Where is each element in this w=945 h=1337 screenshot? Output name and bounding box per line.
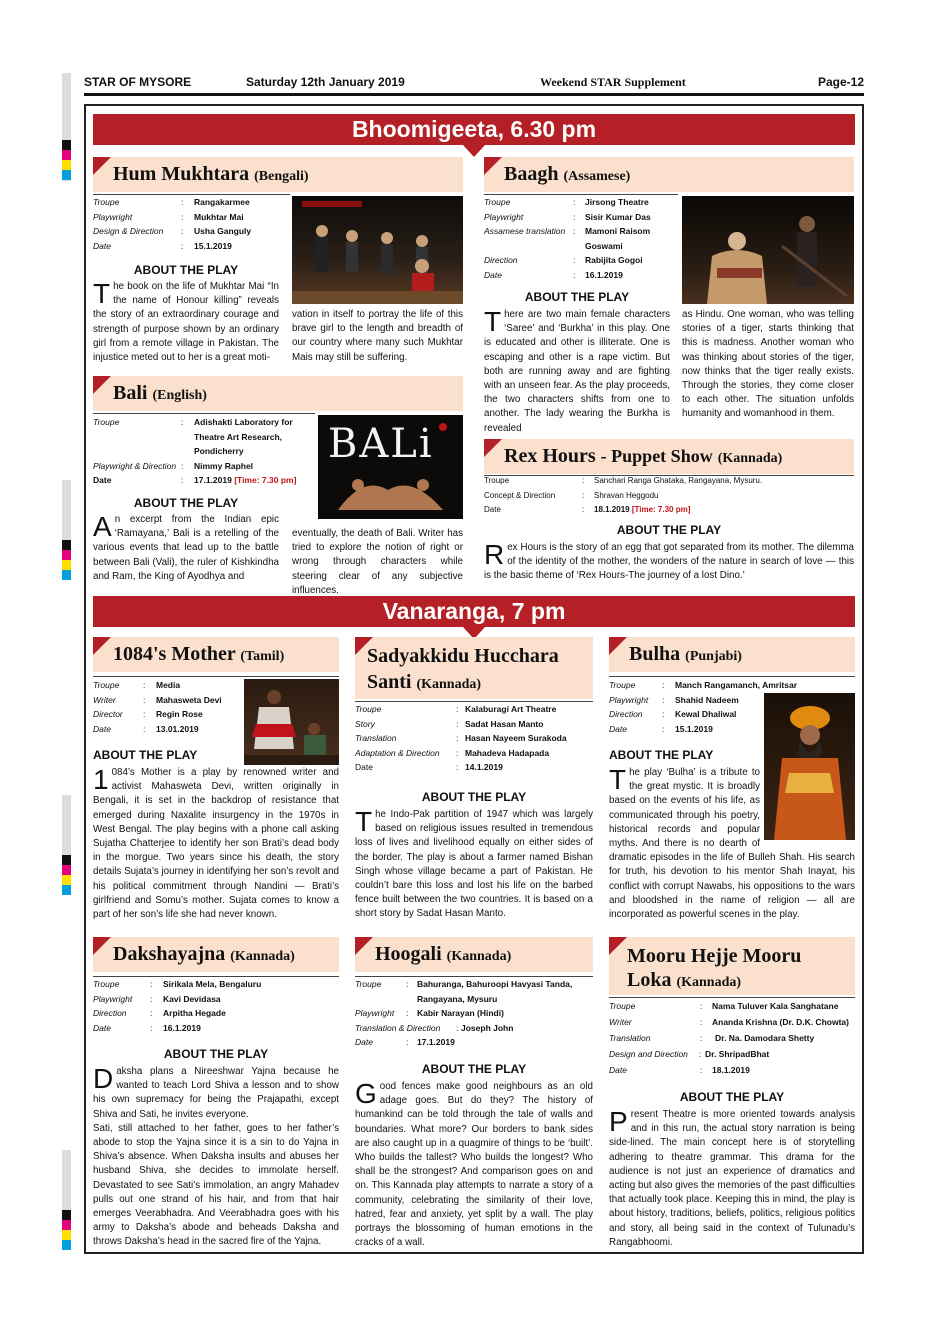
credit-value: 15.1.2019 (194, 240, 232, 251)
credit-key: Troupe (609, 680, 636, 690)
play-language: (English) (152, 388, 207, 403)
body-text: he play ‘Bulha’ is a tribute to the great mystic. It is broadly based on the events of his life, as communicated through his poetry, historical records and popular myths. And there is no dearth of dramatic episodes in the life of Bulleh Shah. His search for truth, his devotion to his mentor Shah Inayat, his conflict with corrupt Nawabs, his oppositions to the wars and bloodshed in the name of religion — all are incorporated as powerful scenes in the play. (609, 767, 855, 921)
photo-1084s-mother (244, 679, 339, 765)
corner-mark (355, 937, 373, 955)
credit-key: Troupe (355, 979, 382, 989)
divider (93, 676, 339, 677)
credits-hoogali: Troupe : Bahuranga, Bahuroopi Havyasi Tanda, Rangayana, Mysuru Playwright : Kabir Narayan (Hindi) Translation & Direction : Joseph John Date : 17.1.2019 (355, 977, 593, 1050)
reg-cyan (62, 570, 71, 580)
credit-key: Concept & Direction (484, 490, 556, 500)
credit-key: Writer (609, 1017, 632, 1027)
credit-value: Sadat Hasan Manto (465, 718, 544, 729)
credit-value: 17.1.2019 (417, 1037, 455, 1047)
credit-value: Goswami (585, 240, 623, 251)
body-text: he book on the life of Mukhtar Mai “In the name of Honour killing” reveals the story of an extraordinary courage and strength of purpose shown by an ordinary girl from a remote village in Pakistan. The injustice meted out to her is a great moti- (93, 281, 279, 364)
credit-key: Writer (93, 694, 116, 705)
body-text: ood fences make good neighbours as an old adage goes. But do they? The history of humankind can be told through the tale of walls and boundaries. What more? Our borders to bank sides are also caught up in a quagmire of things to be ‘built’. Who builds the tallest? Who builds the longest? Who shall be the strongest? And comparison goes on and on. This Kannada play attempts to narrate a story of a community, celebrating the similarity of their love, hatred, fear and anxiety, yet split by a wall. The play portrays the blossoming of human emotions in the cracks of a wall. (355, 1081, 593, 1249)
reg-yellow (62, 875, 71, 885)
body-text: he Indo-Pak partition of 1947 which was largely based on religious issues resulted in tremendous loss of lives and livelihood equally on either sides of the border. The play is about a farmer named Bishan Singh whose village became a part of Pakistan. He couldn’t bare this loss and lost his life on the barbed fence built between the two countries. It is based on a short story by Sadat Hasan Manto. (355, 809, 593, 920)
play-title: Bulha (629, 643, 681, 665)
header-rule (84, 93, 864, 96)
drop-cap: R (484, 539, 505, 570)
title-mooru-hejje-mooru-loka (609, 937, 855, 995)
credit-key: Troupe (484, 197, 511, 207)
drop-cap: T (355, 806, 373, 837)
show-time: [Time: 7.30 pm] (631, 505, 691, 514)
credits-rex-hours: Troupe : Sanchari Ranga Ghataka, Rangayana, Mysuru. Concept & Direction : Shravan Heggodu Date : 18.1.2019 [Time: 7.30 pm] (484, 474, 854, 518)
corner-mark (93, 157, 111, 175)
credit-value: 15.1.2019 (675, 723, 713, 734)
credits-hum-mukhtara: Troupe : Rangakarmee Playwright : Mukhtar Mai Design & Direction : Usha Ganguly Date : 15.1.2019 (93, 195, 288, 253)
reg-cyan (62, 170, 71, 180)
credit-value: Kabir Narayan (Hindi) (417, 1008, 504, 1018)
reg-yellow (62, 1230, 71, 1240)
body-text: here are two main female characters ‘Saree’ and ‘Burkha’ in this play. One is educated and other is illiterate. One is escaping and other is a rape victim. But both are running away and are fighting with an unseen fear. As the play proceeds, the two characters shifts from one to another. The lady wearing the Burkha is revealed (484, 309, 670, 434)
show-time: [Time: 7.30 pm] (234, 475, 297, 485)
credit-value: Media (156, 680, 181, 690)
credit-key: Direction (609, 709, 643, 719)
body-baagh-1 (484, 308, 670, 436)
credit-key: Date (93, 475, 112, 485)
body-rex-hours (484, 541, 854, 584)
play-language: (Tamil) (240, 649, 285, 664)
body-text: 084’s Mother is a play by renowned writer and activist Mahasweta Devi, written originally in Bengali, it is set in the backdrop of resistance that emerged during Naxalite insurgency in the 1970s in West Bengal. The play begins with a phone call asking Sujatha Chatterjee to identify her son Brati’s dead body in the morgue. Two years since his death, the story details Sujata’s journey in identifying her son’s revolt and his political commitment through Nandini — Brati’s girlfriend and Somu’s mother. Sujata comes to know a part of her son’s life she had never known. (93, 767, 339, 921)
credit-value: Rangakarmee (194, 197, 250, 207)
credit-value: 18.1.2019 (712, 1065, 750, 1075)
venue-banner-bhoomigeeta (93, 114, 855, 145)
credit-value: Mamoni Raisom (585, 226, 651, 236)
play-language: (Kannada) (676, 975, 742, 990)
credits-baagh: Troupe : Jirsong Theatre Playwright : Sisir Kumar Das Assamese translation : Mamoni Raisom Goswami Direction : Rabijita Gogoi Date : 16.1.2019 (484, 195, 678, 282)
credit-value: 16.1.2019 (163, 1022, 201, 1033)
body-text: Sati, still attached to her father, goes to her father’s abode to stop the Yajna since it is a sin to do Yajna in Shiva’s absence. When Daksha insults and abuses her husband Shiva, she decides to immolate herself. Devastated to see Sati’s immolation, an angry Mahadev pulls out one strand of his hair, and from that hair emerges Veerabhadra. And Veerabhadra goes with his army to Daksha’s abode and beheads Daksha and throws Daksha’s head in the sacred fire of the Yajna. (93, 1122, 339, 1248)
credit-value: Bahuranga, Bahuroopi Havyasi Tanda, (417, 979, 573, 989)
play-title: Baagh (504, 163, 559, 185)
corner-mark (93, 376, 111, 394)
credit-key: Troupe (93, 979, 120, 989)
play-language: (Assamese) (563, 169, 631, 184)
credit-key: Date (484, 505, 501, 514)
reg-yellow (62, 560, 71, 570)
body-hoogali (355, 1080, 593, 1250)
credit-value: 16.1.2019 (585, 269, 623, 280)
drop-cap: A (93, 511, 112, 542)
credit-value: Rangayana, Mysuru (417, 993, 498, 1004)
about-heading: ABOUT THE PLAY (133, 263, 239, 277)
play-language: (Punjabi) (685, 649, 742, 664)
credit-key: Date (609, 723, 627, 734)
credit-key: Date (355, 762, 373, 772)
credit-value: 17.1.2019 (194, 475, 232, 485)
reg-black (62, 140, 71, 150)
title-sadyakkidu-hucchara-santi (355, 637, 593, 699)
reg-cyan (62, 885, 71, 895)
corner-mark (484, 439, 502, 457)
about-heading: ABOUT THE PLAY (421, 1062, 527, 1076)
credit-value: Theatre Art Research, (194, 431, 283, 442)
credit-value: Manch Rangamanch, Amritsar (675, 680, 798, 690)
credit-key: Date (93, 1022, 111, 1033)
play-title: Hoogali (375, 943, 442, 965)
reg-black (62, 540, 71, 550)
title-rex-hours (484, 439, 854, 474)
play-title: Dakshayajna (113, 943, 226, 965)
about-heading: ABOUT THE PLAY (133, 496, 239, 510)
credit-value: Dr. Na. Damodara Shetty (715, 1033, 815, 1043)
body-text: n excerpt from the Indian epic ‘Ramayana,’ Bali is a retelling of the various events that lead up to the battle between Bali (Vali), the ruler of Kishkindha and Ram, the King of Ayodhya and (93, 514, 279, 582)
banner-text: Bhoomigeeta, 6.30 pm (351, 116, 597, 142)
about-heading: ABOUT THE PLAY (421, 790, 527, 804)
title-bulha (609, 637, 855, 672)
credit-key: Date (609, 1065, 627, 1075)
credit-key: Design and Direction (609, 1049, 688, 1059)
body-hum-mukhtara-1 (93, 280, 279, 365)
credit-value: Kavi Devidasa (163, 993, 221, 1004)
reg-yellow (62, 160, 71, 170)
banner-text: Vanaranga, 7 pm (382, 598, 566, 624)
photo-bali (318, 415, 463, 519)
body-hum-mukhtara-2: vation in itself to portray the life of this brave girl to the length and breadth of our country where many such Mukhtar Mais may still be suffering. (292, 309, 463, 363)
credit-key: Playwright (93, 993, 133, 1004)
reg-magenta (62, 865, 71, 875)
title-baagh (484, 157, 854, 192)
play-title: Santi (367, 671, 412, 693)
drop-cap: T (609, 764, 627, 795)
play-language: (Kannada) (416, 677, 482, 692)
credit-value: Arpitha Hegade (163, 1008, 226, 1018)
body-1084s-mother (93, 766, 339, 922)
credit-key: Troupe (93, 417, 120, 427)
credit-value: Sisir Kumar Das (585, 211, 651, 222)
credit-key: Troupe (609, 1001, 636, 1011)
credit-value: Joseph John (461, 1022, 514, 1033)
divider (93, 413, 315, 414)
credit-value: Hasan Nayeem Surakoda (465, 733, 567, 743)
credit-value: Nama Tuluver Kala Sanghatane (712, 1001, 839, 1011)
reg-magenta (62, 1220, 71, 1230)
credit-key: Date (484, 269, 502, 280)
credit-key: Playwright (355, 1008, 395, 1018)
credit-key: Direction (484, 255, 518, 265)
credit-key: Adaptation & Direction (355, 747, 440, 758)
body-bulha (609, 766, 855, 922)
divider (609, 676, 855, 677)
reg-cyan (62, 1240, 71, 1250)
body-text: ex Hours is the story of an egg that got separated from its mother. The dilemma of the identity of the mother, the wonders of the nature in search of love — this is the basic theme of ‘Rex Hours-The journey of a lost Dino.’ (484, 542, 854, 582)
supplement-name: Weekend STAR Supplement (540, 75, 686, 89)
drop-cap: G (355, 1078, 377, 1109)
play-title: Bali (113, 382, 148, 404)
drop-cap: T (93, 278, 111, 309)
credit-value: Jirsong Theatre (585, 197, 649, 207)
credit-value: Kewal Dhaliwal (675, 709, 737, 719)
play-title: Rex Hours (504, 445, 596, 467)
body-mooru-hejje (609, 1108, 855, 1250)
page-header (84, 73, 864, 93)
credit-value: Usha Ganguly (194, 226, 252, 236)
credit-key: Troupe (484, 476, 510, 485)
play-title: Mooru Hejje Mooru (627, 945, 802, 967)
credit-value: Rabijita Gogoi (585, 255, 643, 265)
play-subtitle: - Puppet Show (600, 446, 713, 466)
credits-bali: Troupe : Adishakti Laboratory for Theatre Art Research, Pondicherry Playwright & Direction : Nimmy Raphel Date : 17.1.2019 [Time: 7.30 pm] (93, 415, 315, 488)
credit-key: Director (93, 709, 123, 719)
credit-value: Sirikala Mela, Bengaluru (163, 979, 262, 989)
credit-key: Assamese translation (484, 226, 566, 236)
drop-cap: 1 (93, 764, 109, 795)
credit-key: Troupe (93, 197, 120, 207)
credit-value: Shravan Heggodu (594, 490, 659, 500)
credit-value: Regin Rose (156, 709, 203, 719)
about-heading: ABOUT THE PLAY (679, 1090, 785, 1104)
about-heading: ABOUT THE PLAY (616, 523, 722, 537)
reg-black (62, 1210, 71, 1220)
play-title: Hum Mukhtara (113, 163, 250, 185)
corner-mark (609, 637, 627, 655)
issue-date: Saturday 12th January 2019 (246, 75, 405, 89)
title-hum-mukhtara (93, 157, 463, 192)
credit-key: Translation (355, 733, 397, 743)
corner-mark (484, 157, 502, 175)
photo-baagh (682, 196, 854, 304)
credits-dakshayajna: Troupe : Sirikala Mela, Bengaluru Playwright : Kavi Devidasa Direction : Arpitha Hegade Date : 16.1.2019 (93, 977, 339, 1035)
play-title: 1084's Mother (113, 643, 236, 665)
credit-key: Translation & Direction (355, 1022, 441, 1033)
page-number: Page-12 (817, 75, 864, 89)
credit-key: Date (93, 240, 111, 251)
credit-key: Story (355, 718, 375, 729)
credit-key: Playwright (93, 211, 133, 222)
credit-key: Troupe (355, 704, 382, 714)
body-text: resent Theatre is more oriented towards analysis and in this run, the actual story narration is being side-lined. The main concept here is of storytelling adhering to theatre grammar. This drama for the audience is not just an experience of dramatics and acting but also gives the memories of the past difficulties that actually took place. Keeping this in mind, the play is about history, traditions, beliefs, politics, religious politics and story, all being said in the context of Tulunadu’s Rangabhoomi. (609, 1109, 855, 1248)
credit-key: Date (355, 1037, 373, 1047)
credit-value: 13.01.2019 (156, 723, 199, 734)
reg-magenta (62, 550, 71, 560)
drop-cap: D (93, 1063, 114, 1094)
credits-mooru-hejje: Troupe : Nama Tuluver Kala Sanghatane Writer : Ananda Krishna (Dr. D.K. Chowta) Translation : Dr. Na. Damodara Shetty Design and Direction : Dr. ShripadBhat Date : 18.1.2019 (609, 998, 855, 1078)
credit-value: Mahasweta Devi (156, 694, 222, 705)
photo-wrap-spacer (760, 766, 855, 838)
credit-key: Playwright & Direction (93, 460, 177, 471)
credit-value: Kalaburagi Art Theatre (465, 704, 557, 714)
credit-value: Shahid Nadeem (675, 694, 739, 705)
corner-mark (93, 937, 111, 955)
about-heading: ABOUT THE PLAY (163, 1047, 269, 1061)
title-1084s-mother (93, 637, 339, 672)
credit-key: Date (93, 723, 111, 734)
credits-bulha: Troupe : Manch Rangamanch, Amritsar Playwright : Shahid Nadeem Direction : Kewal Dhaliwal Date : 15.1.2019 (609, 678, 769, 736)
body-baagh-2: as Hindu. One woman, who was telling stories of a tiger, starts thinking that this is madness. Another woman who was thinking about stories of the tiger, now thinks that the tiger really exists. Through the stories, they come closer to each other. The situation unfolds humanity and womanhood in them. (682, 309, 854, 420)
drop-cap: P (609, 1106, 628, 1137)
body-dakshayajna (93, 1065, 339, 1250)
credit-value: Dr. ShripadBhat (705, 1049, 770, 1059)
credit-value: Pondicherry (194, 446, 244, 456)
body-sadyakkidu (355, 808, 593, 922)
play-title: Loka (627, 969, 672, 991)
credit-value: Mahadeva Hadapada (465, 747, 550, 758)
credit-value: Mukhtar Mai (194, 211, 244, 222)
play-language: (Bengali) (254, 169, 309, 184)
credit-key: Troupe (93, 680, 120, 690)
credit-value: 18.1.2019 (594, 505, 630, 514)
play-title: Sadyakkidu Hucchara (367, 645, 559, 667)
corner-mark (93, 637, 111, 655)
body-bali-1 (93, 513, 279, 584)
credit-key: Design & Direction (93, 226, 164, 236)
credits-sadyakkidu-hucchara-santi: Troupe : Kalaburagi Art Theatre Story : Sadat Hasan Manto Translation : Hasan Nayeem Surakoda Adaptation & Direction : Mahadeva Hadapada Date : 14.1.2019 (355, 702, 593, 775)
about-heading: ABOUT THE PLAY (93, 748, 198, 762)
credit-key: Playwright (484, 211, 524, 222)
credit-value: 14.1.2019 (465, 762, 503, 772)
about-heading: ABOUT THE PLAY (524, 290, 630, 304)
credit-value: Sanchari Ranga Ghataka, Rangayana, Mysuru. (594, 476, 763, 485)
credit-value: Ananda Krishna (Dr. D.K. Chowta) (712, 1017, 849, 1027)
banner-notch (463, 145, 485, 157)
credits-1084s-mother: Troupe : Media Writer : Mahasweta Devi Director : Regin Rose Date : 13.01.2019 (93, 678, 243, 736)
about-heading: ABOUT THE PLAY (609, 748, 714, 762)
play-language: (Kannada) (446, 949, 512, 964)
corner-mark (609, 937, 627, 955)
credit-key: Direction (93, 1008, 127, 1018)
body-bali-2: eventually, the death of Bali. Writer has tried to explore the notion of right or wrong through characters while steering clear of any subjective influences. (292, 528, 463, 596)
photo-lettering: BALi (328, 421, 434, 467)
reg-black (62, 855, 71, 865)
play-language: (Kannada) (230, 949, 295, 964)
drop-cap: T (484, 306, 502, 337)
body-text: aksha plans a Nireeshwar Yajna because he wanted to teach Lord Shiva a lesson and to show his own supremacy for being the Prajapathi, except Shiva and Sati, he invites everyone. (93, 1066, 339, 1120)
title-bali (93, 376, 463, 411)
photo-hum-mukhtara (292, 196, 463, 304)
credit-value: Adishakti Laboratory for (194, 417, 293, 427)
title-dakshayajna (93, 937, 339, 972)
credit-key: Playwright (609, 694, 649, 705)
reg-magenta (62, 150, 71, 160)
play-language: (Kannada) (717, 451, 783, 466)
credit-key: Translation (609, 1033, 651, 1043)
paper-name: STAR OF MYSORE (84, 75, 192, 89)
venue-banner-vanaranga (93, 596, 855, 627)
title-hoogali (355, 937, 593, 972)
credit-value: Nimmy Raphel (194, 460, 254, 471)
